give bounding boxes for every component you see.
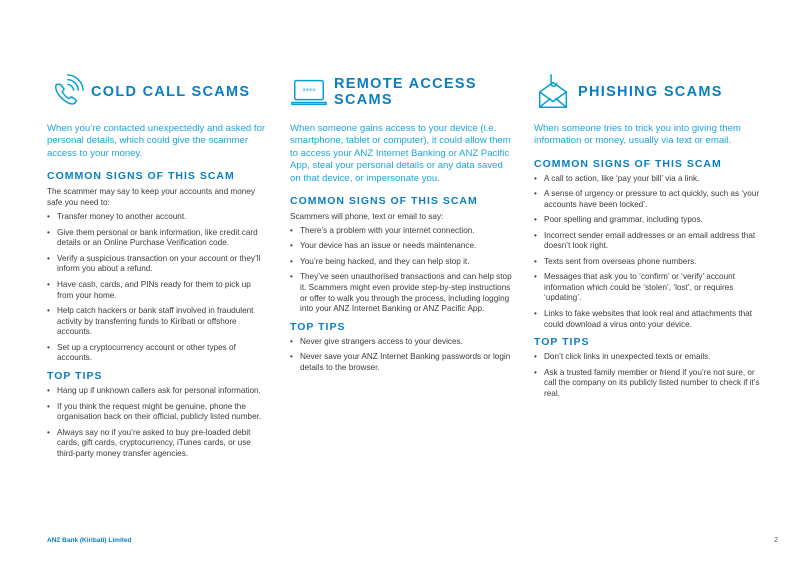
signs-heading: COMMON SIGNS OF THIS SCAM — [534, 157, 722, 170]
footer-company: ANZ Bank (Kiribati) Limited — [47, 537, 132, 544]
section-header — [534, 68, 762, 116]
phishing-section — [534, 68, 762, 405]
tips-list — [47, 386, 269, 460]
section-intro: When you’re contacted unexpectedly and asked for personal details, which could give the scammer access to your money. — [47, 123, 266, 159]
list-item: • Don’t click links in unexpected texts or emails. — [534, 352, 762, 363]
list-item: • Always say no if you’re asked to buy pre-loaded debit cards, gift cards, cryptocurrency, iTunes cards, or use third-party money transfer agencies. — [47, 428, 269, 460]
svg-text:****: **** — [302, 86, 316, 95]
list-item: • A call to action, like ‘pay your bill’ via a link. — [534, 174, 762, 185]
remote-access-section — [290, 68, 512, 379]
list-item: • A sense of urgency or pressure to act quickly, such as ‘your accounts have been locked’. — [534, 189, 762, 211]
list-item: • Never save your ANZ Internet Banking passwords or login details to the browser. — [290, 352, 512, 374]
signs-heading: COMMON SIGNS OF THIS SCAM — [47, 170, 235, 183]
list-item: • Help catch hackers or bank staff involved in fraudulent activity by transferring funds to Kiribati or offshore accounts. — [47, 306, 269, 338]
tips-list — [290, 337, 512, 374]
page-number: 2 — [774, 537, 778, 544]
tips-list — [534, 352, 762, 400]
tips-heading: TOP TIPS — [290, 321, 346, 334]
section-intro: When someone gains access to your device (i.e. smartphone, tablet or computer), it could allow them to access your ANZ Internet Banking or ANZ Pacific App, steal your personal details or any data saved on that device, or impersonate you. — [290, 123, 511, 184]
list-item: • Set up a cryptocurrency account or other types of accounts. — [47, 343, 269, 365]
laptop-password-icon — [290, 72, 328, 112]
list-item: • Poor spelling and grammar, including typos. — [534, 215, 762, 226]
list-item: • Texts sent from overseas phone numbers. — [534, 257, 762, 268]
list-item: • Verify a suspicious transaction on your account or they’ll inform you about a refund. — [47, 254, 269, 276]
signs-lead: The scammer may say to keep your accounts and money safe you need to: — [47, 187, 255, 208]
phone-ringing-icon — [47, 72, 85, 112]
section-header — [290, 68, 512, 116]
section-title: COLD CALL SCAMS — [91, 84, 251, 100]
cold-call-section — [47, 68, 269, 465]
list-item: • Incorrect sender email addresses or an email address that doesn’t look right. — [534, 231, 762, 253]
list-item: • Links to fake websites that look real and attachments that could download a virus onto your device. — [534, 309, 762, 331]
section-header — [47, 68, 269, 116]
tips-heading: TOP TIPS — [534, 336, 590, 349]
list-item: • Give them personal or bank information, like credit card details or an Online Purchase Verification code. — [47, 228, 269, 250]
list-item: • They’ve seen unauthorised transactions and can help stop it. Scammers might even provide step-by-step instructions or offer to walk you through the process, including logging into your ANZ Internet Banking or ANZ Pacific App. — [290, 272, 512, 315]
list-item: • You’re being hacked, and they can help stop it. — [290, 257, 512, 268]
section-title: PHISHING SCAMS — [578, 84, 723, 100]
section-intro: When someone tries to trick you into giving them information or money, usually via text or email. — [534, 123, 741, 147]
signs-list — [290, 226, 512, 315]
list-item: • There’s a problem with your internet connection. — [290, 226, 512, 237]
signs-list — [534, 174, 762, 331]
list-item: • Transfer money to another account. — [47, 212, 269, 223]
list-item: • If you think the request might be genuine, phone the organisation back on their official, publicly listed number. — [47, 402, 269, 424]
phishing-email-icon — [534, 72, 572, 112]
list-item: • Hang up if unknown callers ask for personal information. — [47, 386, 269, 397]
list-item: • Messages that ask you to ‘confirm’ or ‘verify’ account information which could be ‘stolen’, ‘lost’, or requires ‘updating’. — [534, 272, 762, 304]
list-item: • Have cash, cards, and PINs ready for them to pick up from your home. — [47, 280, 269, 302]
signs-heading: COMMON SIGNS OF THIS SCAM — [290, 195, 478, 208]
signs-lead: Scammers will phone, text or email to say: — [290, 212, 444, 222]
list-item: • Ask a trusted family member or friend if you’re not sure, or call the company on its publicly listed number to check if it’s real. — [534, 368, 762, 400]
list-item: • Never give strangers access to your devices. — [290, 337, 512, 348]
section-title: REMOTE ACCESS SCAMS — [334, 76, 477, 108]
signs-list — [47, 212, 269, 364]
list-item: • Your device has an issue or needs maintenance. — [290, 241, 512, 252]
tips-heading: TOP TIPS — [47, 370, 103, 383]
